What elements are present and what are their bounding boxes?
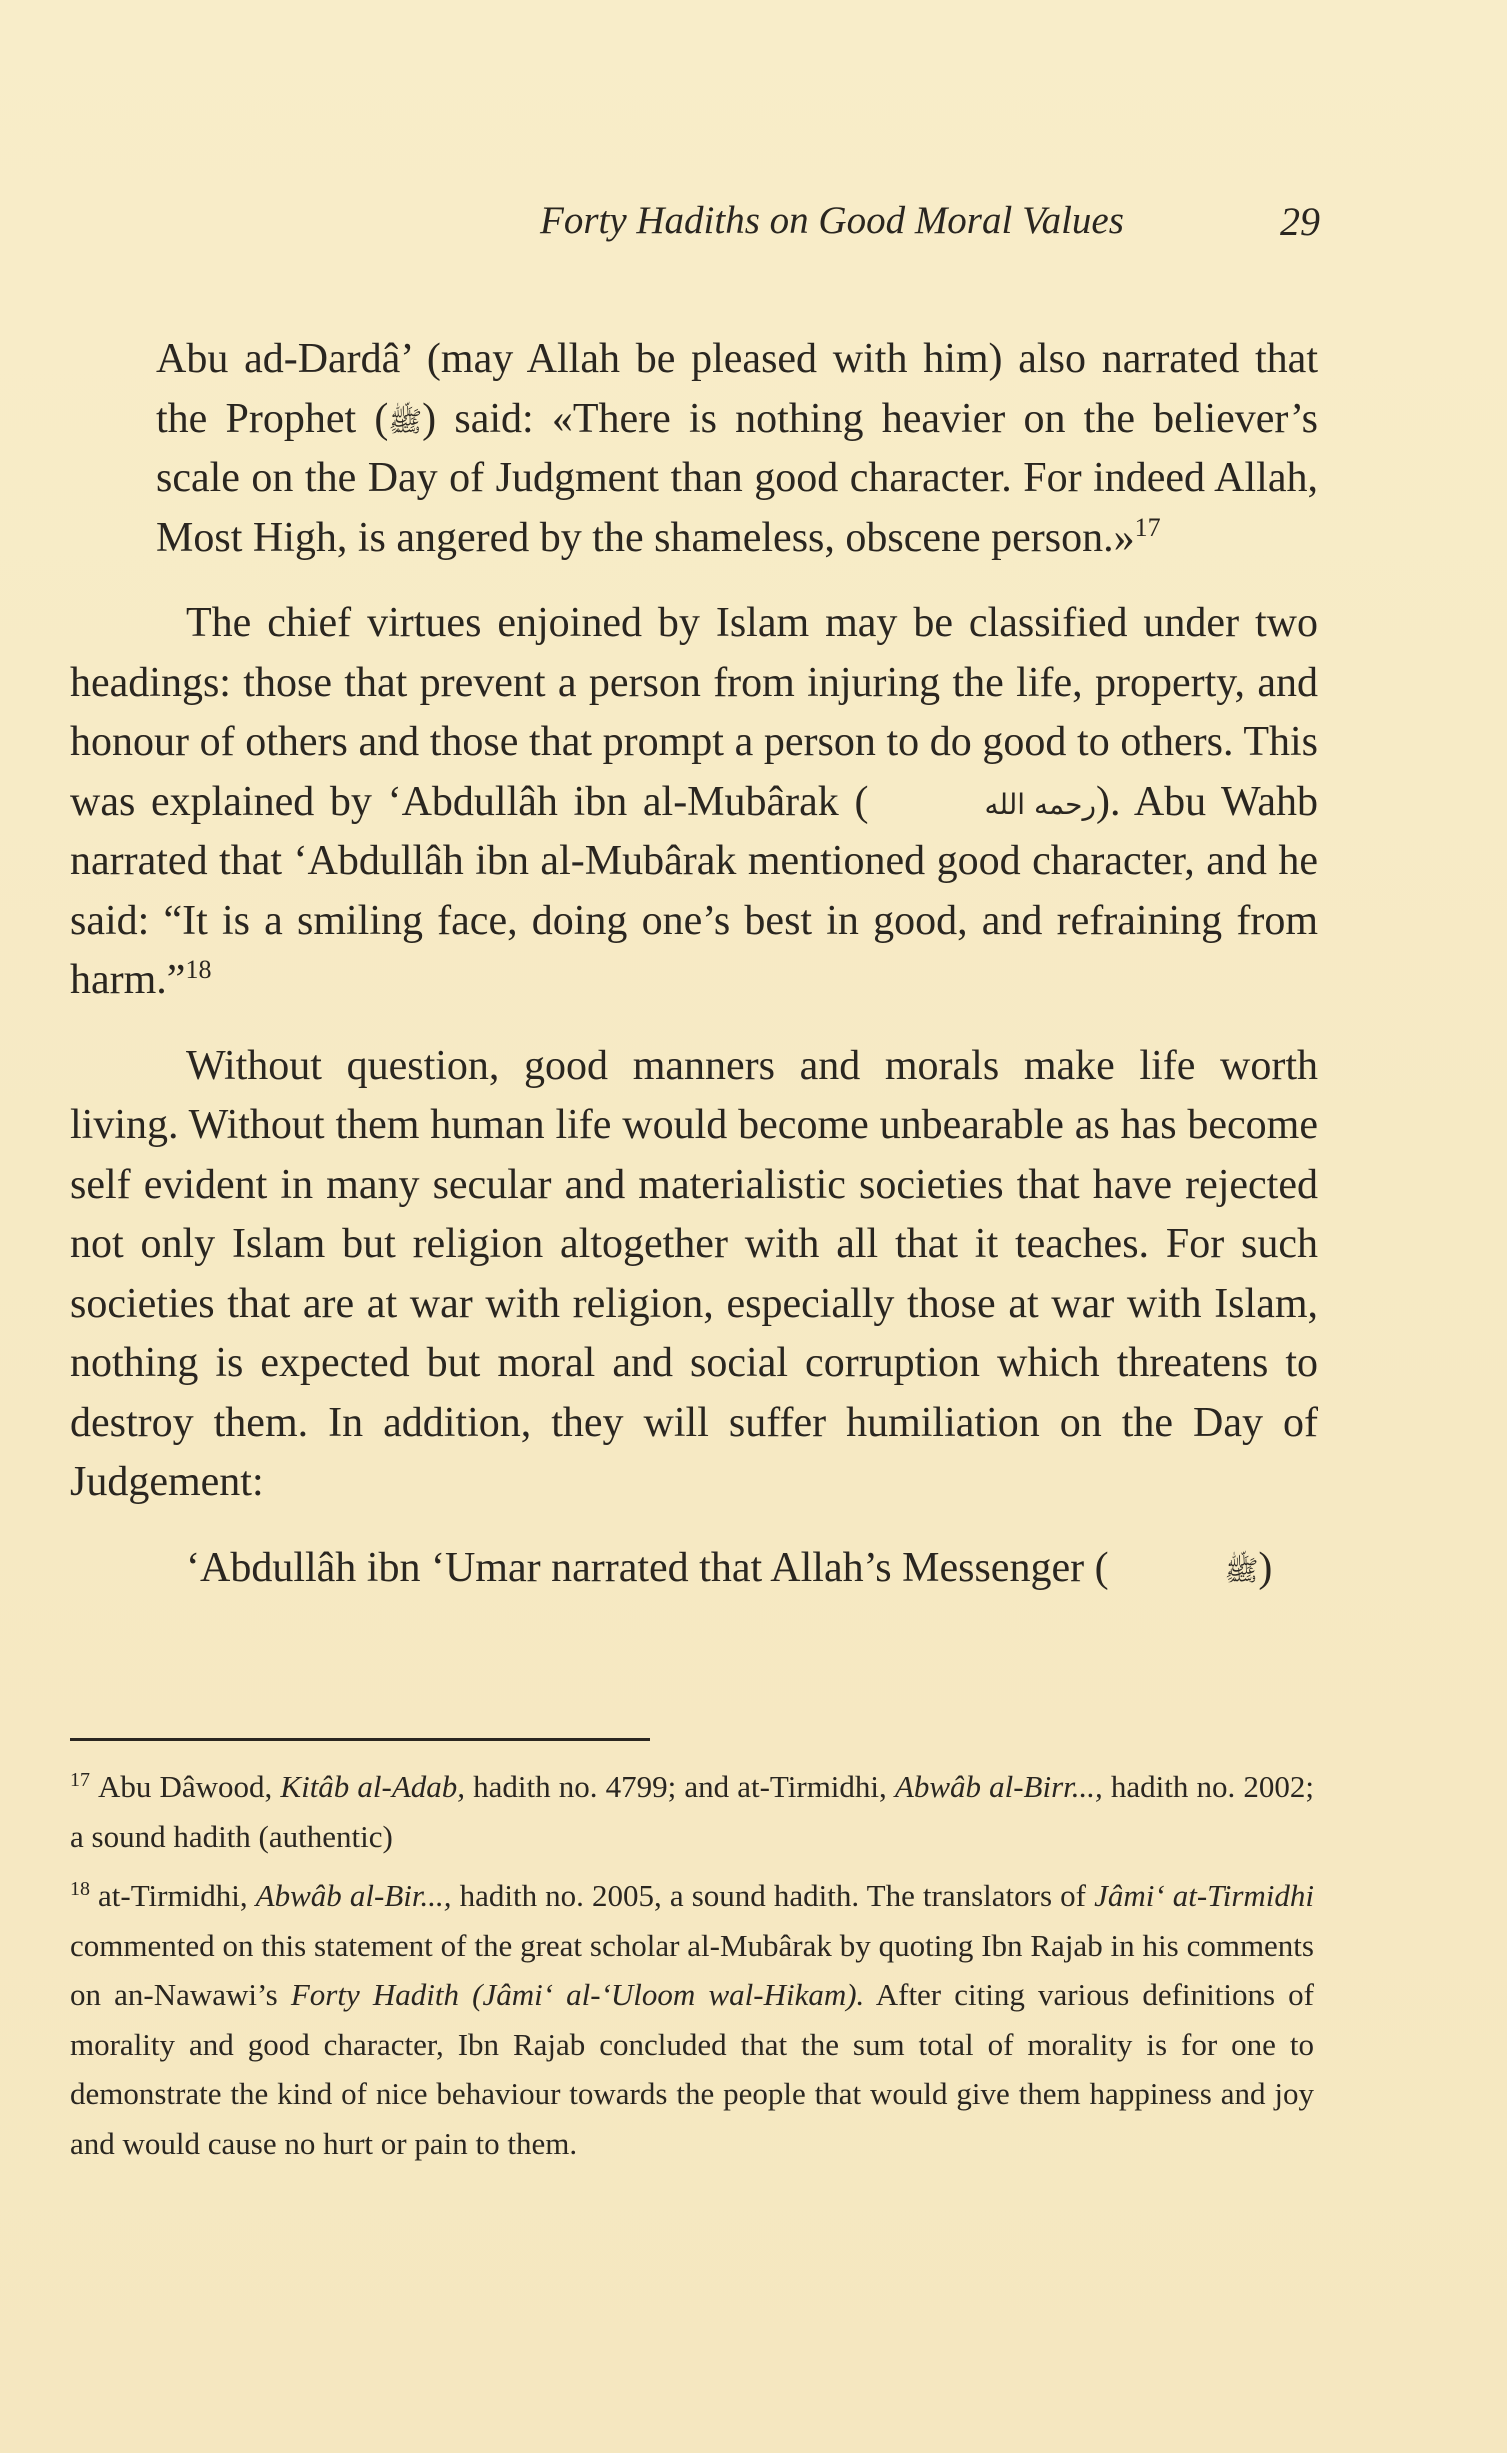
footnote-18-text-3: commented on this statement of the great scholar al-Mubârak by quoting Ibn Rajab in his comments on an-Nawawi’s	[70, 1927, 1314, 2012]
paragraph-4-text-b: )	[1258, 1544, 1273, 1591]
footnote-18-text-1: at-Tirmidhi,	[98, 1878, 256, 1913]
paragraph-4	[70, 1539, 1318, 1599]
footnote-18-italic-3: Forty Hadith (Jâmi‘ al-‘Uloom wal-Hikam).	[290, 1977, 865, 2012]
footnote-18-number: 18	[70, 1877, 90, 1900]
footnote-18-italic-1: Abwâb al-Bir...,	[255, 1878, 452, 1913]
paragraph-2	[70, 594, 1318, 1011]
footnote-ref-17[interactable]: 17	[1134, 512, 1161, 542]
paragraph-4-text-a: ‘Abdullâh ibn ‘Umar narrated that Allah’s Messenger (	[186, 1544, 1109, 1591]
paragraph-1-text-b: ) said: «There is nothing heavier on the believer’s scale on the Day of Judgment than good character. For indeed Allah, Most High, is angered by the shameless, obscene person.»	[156, 395, 1318, 561]
scholar-honorific-glyph: رحمه الله	[984, 787, 1096, 821]
footnote-18-text-2: hadith no. 2005, a sound hadith. The translators of	[451, 1878, 1095, 1913]
paragraph-1-text-a: Abu ad-Dardâ’ (may Allah be pleased with him) also narrated that the Prophet (	[156, 336, 1318, 442]
prophet-honorific-glyph: ﷺ	[388, 404, 423, 438]
footnote-17-text-2: hadith no. 4799; and at-Tirmidhi,	[465, 1769, 895, 1804]
footnote-17	[70, 1762, 1314, 1861]
paragraph-1	[156, 330, 1318, 568]
footnote-18	[70, 1871, 1314, 2168]
running-header-title: Forty Hadiths on Good Moral Values	[540, 199, 1124, 242]
footnotes	[70, 1762, 1314, 2178]
footnote-17-text-1: Abu Dâwood,	[98, 1769, 281, 1804]
footnote-17-italic-2: Abwâb al-Birr...,	[894, 1769, 1103, 1804]
footnote-ref-18[interactable]: 18	[185, 955, 212, 984]
footnote-18-text-4: After citing various definitions of morality and good character, Ibn Rajab concluded that the sum total of morality is for one to demonstrate the kind of nice behaviour towards the people that would give them happiness and joy and would cause no hurt or pain to them.	[70, 1977, 1314, 2161]
prophet-honorific-glyph-2: ﷺ	[1224, 1553, 1259, 1587]
main-text	[70, 330, 1318, 1598]
running-header	[540, 198, 1320, 258]
footnote-17-text-3: hadith no. 2002; a sound hadith (authentic)	[70, 1769, 1314, 1854]
paragraph-3: Without question, good manners and morals make life worth living. Without them human life would become unbearable as has become self evident in many secular and materialistic societies that have rejected not only Islam but religion altogether with all that it teaches. For such societies that are at war with religion, especially those at war with Islam, nothing is expected but moral and social corruption which threatens to destroy them. In addition, they will suffer humiliation on the Day of Judgement:	[70, 1042, 1318, 1505]
footnote-17-italic-1: Kitâb al-Adab,	[280, 1769, 466, 1804]
paragraph-2-text-b: ). Abu Wahb narrated that ‘Abdullâh ibn al-Mubârak mentioned good character, and he said: “It is a smiling face, doing one’s best in good, and refraining from harm.”	[70, 778, 1318, 1003]
paragraph-2-text-a: The chief virtues enjoined by Islam may be classified under two headings: those that prevent a person from injuring the life, property, and honour of others and those that prompt a person to do good to others. This was explained by ‘Abdullâh ibn al-Mubârak (	[70, 600, 1318, 825]
page-number: 29	[1280, 199, 1320, 244]
footnote-17-number: 17	[70, 1768, 90, 1791]
footnote-divider	[70, 1738, 650, 1741]
footnote-18-italic-2: Jâmi‘ at-Tirmidhi	[1094, 1878, 1314, 1913]
